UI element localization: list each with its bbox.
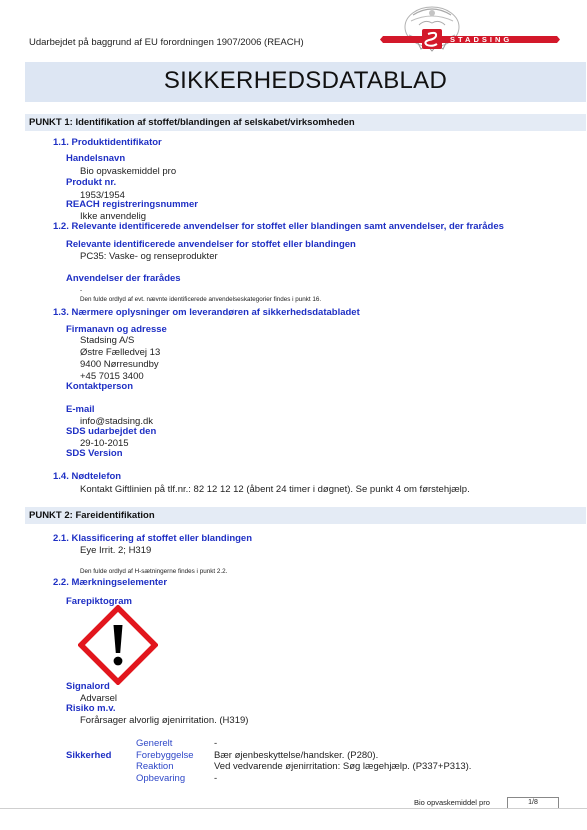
safety-row-value: Bær øjenbeskyttelse/handsker. (P280). [214,750,379,761]
safety-row-value: Ved vedvarende øjenirritation: Søg lægehjælp. (P337+P313). [214,761,472,772]
email-label: E-mail [66,404,95,415]
section-2-heading: PUNKT 2: Fareidentifikation [29,510,155,521]
uses-note: Den fulde ordlyd af evt. nævnte identificerede anvendelseskategorier findes i punkt 16. [80,296,322,303]
classification-value: Eye Irrit. 2; H319 [80,545,152,556]
stadsing-logo [379,5,564,61]
footer-divider [0,808,587,809]
safety-row-name: Opbevaring [136,773,186,784]
subsection-2-1: 2.1. Klassificering af stoffet eller blandingen [53,533,253,544]
page-title: SIKKERHEDSDATABLAD [163,67,448,94]
reach-label: REACH registreringsnummer [66,199,198,210]
risk-label: Risiko m.v. [66,703,116,714]
ghs07-exclamation-icon [78,605,158,690]
trade-name-label: Handelsnavn [66,153,126,164]
safety-row-name: Reaktion [136,761,174,772]
regulation-text: Udarbejdet på baggrund af EU forordningen 1907/2006 (REACH) [29,37,304,48]
pictogram-label: Farepiktogram [66,596,132,607]
sds-date-label: SDS udarbejdet den [66,426,157,437]
signal-word-value: Advarsel [80,693,117,704]
safety-row-value: - [214,773,218,784]
contact-label: Kontaktperson [66,381,134,392]
emergency-text: Kontakt Giftlinien på tlf.nr.: 82 12 12 12 (åbent 24 timer i døgnet). Se punkt 4 om førstehjælp. [80,484,470,495]
safety-label: Sikkerhed [66,750,112,761]
email-value: info@stadsing.dk [80,416,154,427]
uses-label: Relevante identificerede anvendelser for stoffet eller blandingen [66,239,356,250]
trade-name-value: Bio opvaskemiddel pro [80,166,177,177]
company-line: Østre Fælledvej 13 [80,347,161,358]
company-line: Stadsing A/S [80,335,135,346]
advised-against-label: Anvendelser der frarådes [66,273,181,284]
h-note: Den fulde ordlyd af H-sætningerne findes i punkt 2.2. [80,568,228,575]
advised-against-value: - [80,287,83,294]
sds-version-label: SDS Version [66,448,123,459]
subsection-1-3: 1.3. Nærmere oplysninger om leverandøren af sikkerhedsdatabladet [53,307,360,318]
logo-text: STADSING [450,35,513,44]
footer-product: Bio opvaskemiddel pro [414,798,490,807]
company-line: 9400 Nørresundby [80,359,159,370]
page-number: 1/8 [507,797,559,809]
safety-row-name: Generelt [136,738,173,749]
safety-row-value: - [214,738,218,749]
company-line: +45 7015 3400 [80,371,144,382]
section-1-heading: PUNKT 1: Identifikation af stoffet/blandingen af selskabet/virksomheden [29,117,355,128]
safety-row-name: Forebyggelse [136,750,194,761]
uses-value: PC35: Vaske- og renseprodukter [80,251,218,262]
risk-value: Forårsager alvorlig øjenirritation. (H319) [80,715,249,726]
signal-word-label: Signalord [66,681,110,692]
subsection-1-4: 1.4. Nødtelefon [53,471,122,482]
product-no-value: 1953/1954 [80,190,125,201]
product-no-label: Produkt nr. [66,177,117,188]
sds-date-value: 29-10-2015 [80,438,129,449]
reach-value: Ikke anvendelig [80,211,147,222]
subsection-1-2: 1.2. Relevante identificerede anvendelser for stoffet eller blandingen samt anvendelser, der frarådes [53,221,504,232]
company-label: Firmanavn og adresse [66,324,167,335]
subsection-1-1: 1.1. Produktidentifikator [53,137,162,148]
subsection-2-2: 2.2. Mærkningselementer [53,577,168,588]
